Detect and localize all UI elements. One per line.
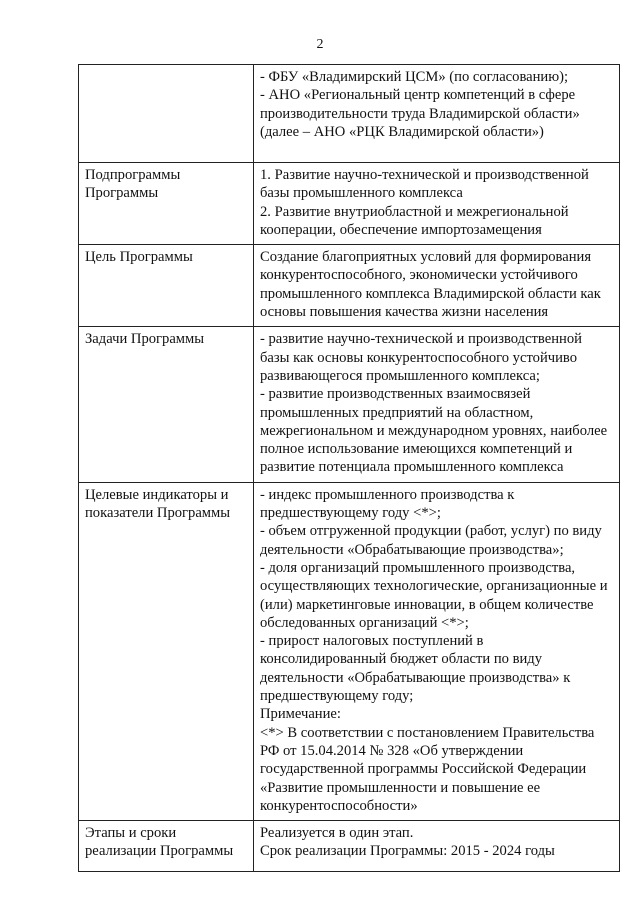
row-content-line: производительности труда Владимирской области» <box>260 105 580 122</box>
row-content-line: конкурентоспособного, экономически устойчивого <box>260 267 578 284</box>
row-content-line: - ФБУ «Владимирский ЦСМ» (по согласованию); <box>260 69 569 85</box>
row-label-cell <box>79 163 254 245</box>
row-content-line: государственной программы Российской Федерации <box>260 761 587 778</box>
row-content-line: «Развитие промышленности и повышение ее <box>260 779 541 796</box>
row-content-line: предшествующему году; <box>260 688 414 705</box>
row-content-line: предшествующему году <*>; <box>260 505 441 522</box>
row-content-line: Создание благоприятных условий для формирования <box>260 249 592 266</box>
table-row-tasks <box>79 327 620 482</box>
row-content-line: кооперации, обеспечение импортозамещения <box>260 221 542 238</box>
program-passport-table <box>78 64 620 872</box>
row-label-line: Задачи Программы <box>85 331 205 348</box>
row-content-line: деятельности «Обрабатывающие производства»; <box>260 541 564 558</box>
row-content-line: - развитие научно-технической и производственной <box>260 331 582 348</box>
table-row-stages <box>79 821 620 872</box>
row-content-line: - индекс промышленного производства к <box>260 486 515 503</box>
row-content-cell <box>254 821 620 872</box>
table-row-goal <box>79 245 620 327</box>
row-content-line: развивающегося промышленного комплекса; <box>260 367 540 384</box>
row-content-line: РФ от 15.04.2014 № 328 «Об утверждении <box>260 742 524 759</box>
row-content-line: консолидированный бюджет области по виду <box>260 651 543 668</box>
row-label-cell <box>79 65 254 163</box>
row-content-line: (или) маркетинговые инновации, в общем количестве <box>260 596 594 613</box>
row-content-line: полное использование имеющихся компетенций и <box>260 441 573 458</box>
row-content-line: деятельности «Обрабатывающие производства» к <box>260 669 571 686</box>
row-content-line: (далее – АНО «РЦК Владимирской области») <box>260 123 544 140</box>
row-content-cell <box>254 163 620 245</box>
row-content-line: обследованных организаций <*>; <box>260 614 469 631</box>
row-content-line: 2. Развитие внутриобластной и межрегиональной <box>260 203 569 220</box>
row-content-line: основы повышения качества жизни населения <box>260 304 549 321</box>
row-label-line: Подпрограммы <box>85 167 181 183</box>
row-content-cell <box>254 65 620 163</box>
row-label-line: реализации Программы <box>85 843 234 860</box>
row-label-cell <box>79 327 254 482</box>
table-row-indicators <box>79 482 620 820</box>
row-content-line: <*> В соответствии с постановлением Правительства <box>260 724 595 741</box>
row-label-line: Этапы и сроки <box>85 825 177 842</box>
row-label-line: Программы <box>85 185 159 202</box>
row-label-cell <box>79 482 254 820</box>
row-content-line: развитие потенциала промышленного комплекса <box>260 459 564 476</box>
row-label-cell <box>79 245 254 327</box>
row-content-cell <box>254 245 620 327</box>
row-content-line: осуществляющих технологические, организационные и <box>260 578 608 595</box>
row-content-line: промышленного комплекса Владимирской области как <box>260 285 601 302</box>
row-content-line: 1. Развитие научно-технической и производственной <box>260 167 589 183</box>
row-label-cell <box>79 821 254 872</box>
row-content-line: Примечание: <box>260 706 341 723</box>
row-content-line: базы как основы конкурентоспособного устойчиво <box>260 349 577 366</box>
page-number: 2 <box>316 37 324 52</box>
row-label-line: Цель Программы <box>85 249 193 266</box>
row-content-line: - АНО «Региональный центр компетенций в сфере <box>260 87 576 104</box>
row-content-line: - объем отгруженной продукции (работ, услуг) по виду <box>260 523 602 540</box>
row-content-cell <box>254 327 620 482</box>
row-label-line: показатели Программы <box>85 505 231 522</box>
row-label-line: Целевые индикаторы и <box>85 486 229 503</box>
row-content-line: - доля организаций промышленного производства, <box>260 559 576 576</box>
row-content-line: конкурентоспособности» <box>260 797 418 814</box>
row-content-line: промышленных предприятий на областном, <box>260 404 534 421</box>
row-content-line: межрегиональном и международном уровнях, наиболее <box>260 422 608 439</box>
table-row-organizations <box>79 65 620 163</box>
row-content-line: - развитие производственных взаимосвязей <box>260 386 531 403</box>
table-row-subprograms <box>79 163 620 245</box>
row-content-line: Реализуется в один этап. <box>260 825 414 842</box>
row-content-line: - прирост налоговых поступлений в <box>260 633 484 650</box>
row-content-line: Срок реализации Программы: 2015 - 2024 годы <box>260 843 555 860</box>
row-content-cell <box>254 482 620 820</box>
row-content-line: базы промышленного комплекса <box>260 185 463 202</box>
